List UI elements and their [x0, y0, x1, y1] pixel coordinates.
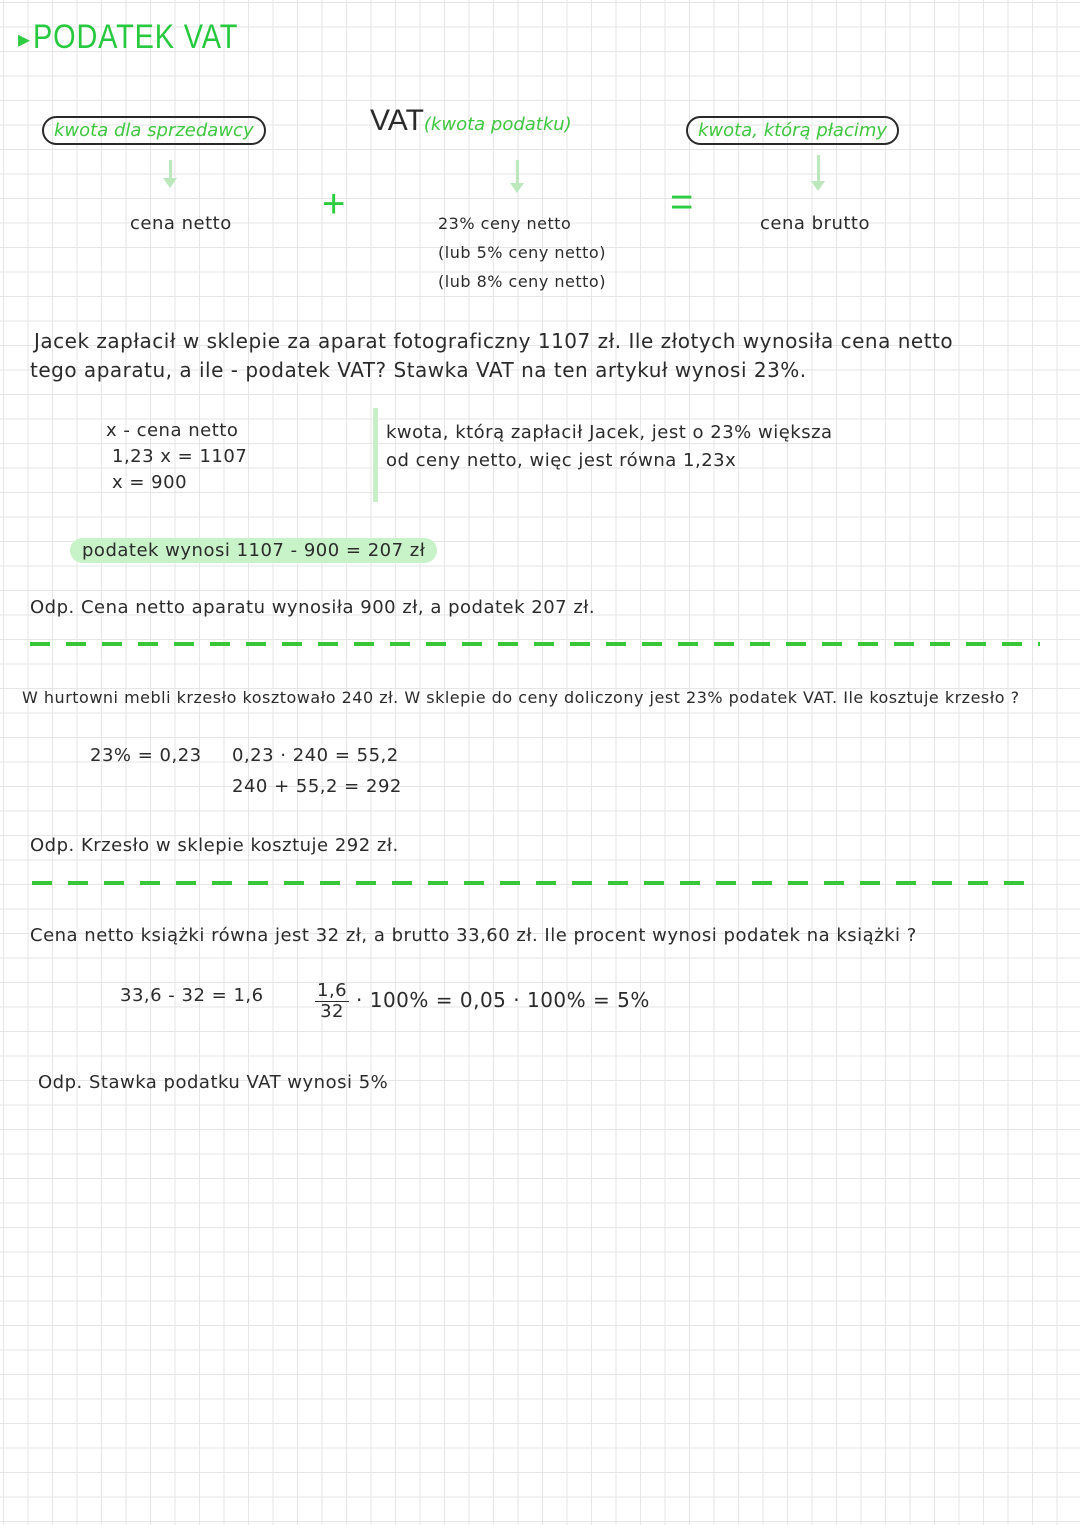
- fraction: [315, 982, 349, 1021]
- label-kwota-dla-sprzedawcy: kwota dla sprzedawcy: [42, 116, 266, 145]
- page-title: ▸PODATEK VAT: [18, 18, 239, 56]
- task3-answer: Odp. Stawka podatku VAT wynosi 5%: [38, 1072, 389, 1093]
- task1-line2: tego aparatu, a ile - podatek VAT? Stawka VAT na ten artykuł wynosi 23%.: [30, 358, 807, 382]
- label-kwota-ktora-placimy: kwota, którą płacimy: [686, 116, 899, 145]
- equals-sign: =: [670, 180, 694, 224]
- task1-highlight: podatek wynosi 1107 - 900 = 207 zł: [70, 538, 437, 563]
- vat-head: VAT: [370, 104, 424, 137]
- task1-note2: od ceny netto, więc jest równa 1,23x: [386, 450, 737, 471]
- section-divider: [32, 881, 1040, 885]
- vat-sub: (kwota podatku): [423, 114, 572, 135]
- task3-calc1: 33,6 - 32 = 1,6: [120, 985, 264, 1006]
- cena-netto-label: cena netto: [130, 213, 232, 234]
- task2-calc3: 240 + 55,2 = 292: [232, 776, 402, 797]
- arrow-down-icon: [817, 155, 820, 183]
- task3-question: Cena netto książki równa jest 32 zł, a brutto 33,60 zł. Ile procent wynosi podatek na książki ?: [30, 925, 917, 946]
- bullet-icon: ▸: [18, 25, 32, 53]
- arrow-down-icon: [169, 160, 172, 180]
- section-divider: [30, 642, 1040, 646]
- vat-line-1: 23% ceny netto: [438, 214, 572, 233]
- task2-question: W hurtowni mebli krzesło kosztowało 240 zł. W sklepie do ceny doliczony jest 23% podatek VAT. Ile kosztuje krzesło ?: [22, 688, 1020, 707]
- task1-calc1: x - cena netto: [106, 420, 239, 441]
- task1-note1: kwota, którą zapłacił Jacek, jest o 23% większa: [386, 422, 833, 443]
- task3-calc2-rest: · 100% = 0,05 · 100% = 5%: [356, 988, 650, 1012]
- task3-calc2: [315, 982, 650, 1021]
- task1-line1: Jacek zapłacił w sklepie za aparat fotograficzny 1107 zł. Ile złotych wynosiła cena netto: [34, 329, 954, 353]
- vat-line-3: (lub 8% ceny netto): [438, 272, 606, 291]
- label-vat: [370, 104, 572, 138]
- task2-answer: Odp. Krzesło w sklepie kosztuje 292 zł.: [30, 835, 399, 856]
- task1-calc3: x = 900: [112, 472, 188, 493]
- task2-calc1: 23% = 0,23: [90, 745, 202, 766]
- vat-line-2: (lub 5% ceny netto): [438, 243, 606, 262]
- task1-calc2: 1,23 x = 1107: [112, 446, 248, 467]
- note-bar: [373, 408, 378, 502]
- task1-answer: Odp. Cena netto aparatu wynosiła 900 zł, a podatek 207 zł.: [30, 597, 596, 618]
- cena-brutto-label: cena brutto: [760, 213, 870, 234]
- fraction-numerator: 1,6: [317, 980, 348, 1001]
- plus-sign: +: [322, 182, 346, 226]
- arrow-down-icon: [516, 160, 519, 185]
- fraction-denominator: 32: [320, 1001, 345, 1022]
- task2-calc2: 0,23 · 240 = 55,2: [232, 745, 399, 766]
